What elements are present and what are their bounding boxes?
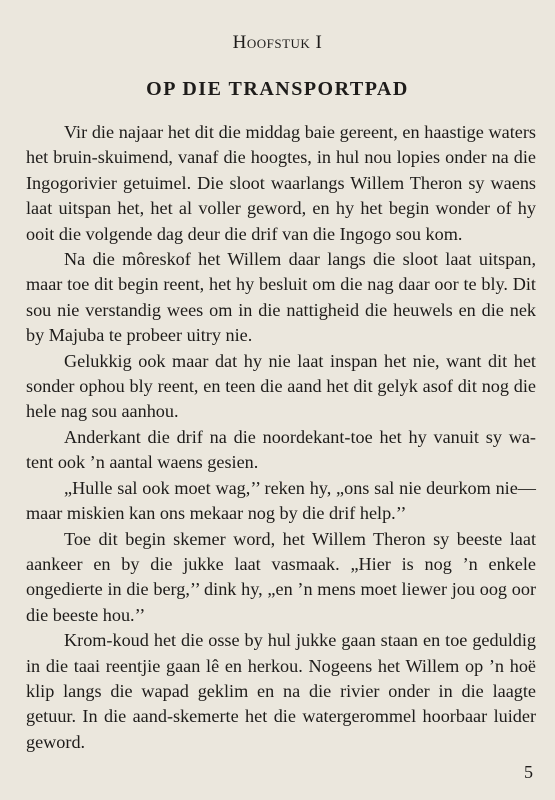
chapter-label: Hoofstuk I: [232, 32, 323, 53]
body-text: [26, 120, 536, 755]
paragraph: Na die môreskof het Willem daar langs die sloot laat uitspan, maar toe dit begin reent, het hy besluit om die nag daar oor te bly. Dit sou nie verstandig wees om in die nattigheid die heuwels en die nek by Majuba te probeer uitry nie.: [26, 249, 536, 346]
page-number: 5: [524, 762, 533, 782]
paragraph: Vir die najaar het dit die middag baie gereent, en haastige waters het bruin-skuimend, vanaf die hoogtes, in hul nou lopies onder na die Ingogorivier getuimel. Die sloot waarlangs Willem Theron sy waens laat uitspan het, het al voller geword, en hy het begin wonder of hy ooit die volgende dag deur die drif van die Ingogo sou kom.: [26, 122, 536, 244]
paragraph: „Hulle sal ook moet wag,’’ reken hy, „ons sal nie deurkom nie—maar miskien kan ons mekaar nog by die drif help.’’: [26, 477, 536, 524]
chapter-title: OP DIE TRANSPORTPAD: [146, 78, 409, 100]
paragraph: Gelukkig ook maar dat hy nie laat inspan het nie, want dit het sonder ophou bly reent, en teen die aand het dit gelyk asof dit nog die hele nag sou aanhou.: [26, 350, 536, 422]
paragraph: Anderkant die drif na die noordekant-toe het hy vanuit sy wa-tent ook ’n aantal waens gesien.: [26, 426, 536, 473]
paragraph: Krom-koud het die osse by hul jukke gaan staan en toe geduldig in die taai reentjie gaan lê en herkou. Nogeens het Willem op ’n hoë klip langs die wapad geklim en na die rivier onder in die laagte getuur. In die aand-skemerte het die watergerommel hoorbaar luider geword.: [26, 630, 536, 752]
paragraph: Toe dit begin skemer word, het Willem Theron sy beeste laat aankeer en by die jukke laat vasmaak. „Hier is nog ’n enkele ongedierte in die berg,’’ dink hy, „en ’n mens moet liewer jou oog oor die beeste hou.’’: [26, 528, 536, 625]
